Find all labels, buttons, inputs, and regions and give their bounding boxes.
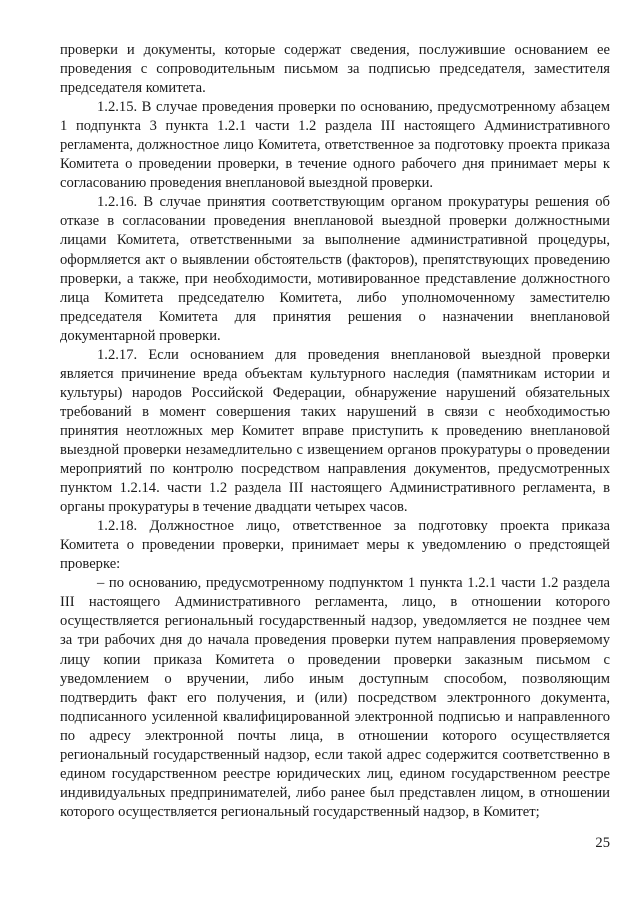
- paragraph-1-2-15: 1.2.15. В случае проведения проверки по основанию, предусмотренному абзацем 1 подпункта 3 пункта 1.2.1 части 1.2 раздела III настоящего Административного регламента, должностное лицо Комитета, ответственное за подготовку проекта приказа Комитета о проведении проверки, в течение одного рабочего дня принимает меры к согласованию проведения внеплановой выездной проверки.: [60, 99, 610, 192]
- paragraph-continuation: проверки и документы, которые содержат сведения, послужившие основанием ее проведения с сопроводительным письмом за подписью председателя, заместителя председателя комитета.: [60, 42, 610, 97]
- paragraph-1-2-18: 1.2.18. Должностное лицо, ответственное за подготовку проекта приказа Комитета о проведении проверки, принимает меры к уведомлению о предстоящей проверке:: [60, 518, 610, 573]
- paragraph-1-2-16: 1.2.16. В случае принятия соответствующим органом прокуратуры решения об отказе в согласовании проведения внеплановой выездной проверки должностными лицами Комитета, ответственными за выполнение административной процедуры, оформляется акт о выявлении обстоятельств (факторов), препятствующих проведению проверки, а также, при необходимости, мотивированное представление должностного лица Комитета председателю Комитета, либо уполномоченному заместителю председателя Комитета для принятия решения о назначении внеплановой документарной проверки.: [60, 194, 610, 344]
- paragraph-list-item: – по основанию, предусмотренному подпунктом 1 пункта 1.2.1 части 1.2 раздела III настоящего Административного регламента, лицо, в отношении которого осуществляется региональный государственный надзор, уведомляется не позднее чем за три рабочих дня до начала проведения проверки путем направления проверяемому лицу копии приказа Комитета о проведении проверки заказным письмом с уведомлением о вручении, либо иным доступным способом, позволяющим подтвердить факт его получения, и (или) посредством электронного документа, подписанного усиленной квалифицированной электронной подписью и направленного по адресу электронной почты лица, в отношении которого осуществляется региональный государственный надзор, если такой адрес содержится соответственно в едином государственном реестре юридических лиц, едином государственном реестре индивидуальных предпринимателей, либо ранее был представлен лицом, в отношении которого осуществляется региональный государственный надзор, в Комитет;: [60, 575, 610, 820]
- paragraph-1-2-17: 1.2.17. Если основанием для проведения внеплановой выездной проверки является причинение вреда объектам культурного наследия (памятникам истории и культуры) народов Российской Федерации, обнаружение нарушений обязательных требований в момент совершения таких нарушений в связи с необходимостью принятия неотложных мер Комитет вправе приступить к проведению внеплановой выездной проверки незамедлительно с извещением органов прокуратуры о проведении мероприятий по контролю посредством направления документов, предусмотренных пунктом 1.2.14. части 1.2 раздела III настоящего Административного регламента, в органы прокуратуры в течение двадцати четырех часов.: [60, 346, 610, 516]
- document-body: [60, 41, 610, 822]
- page-number: 25: [595, 835, 610, 851]
